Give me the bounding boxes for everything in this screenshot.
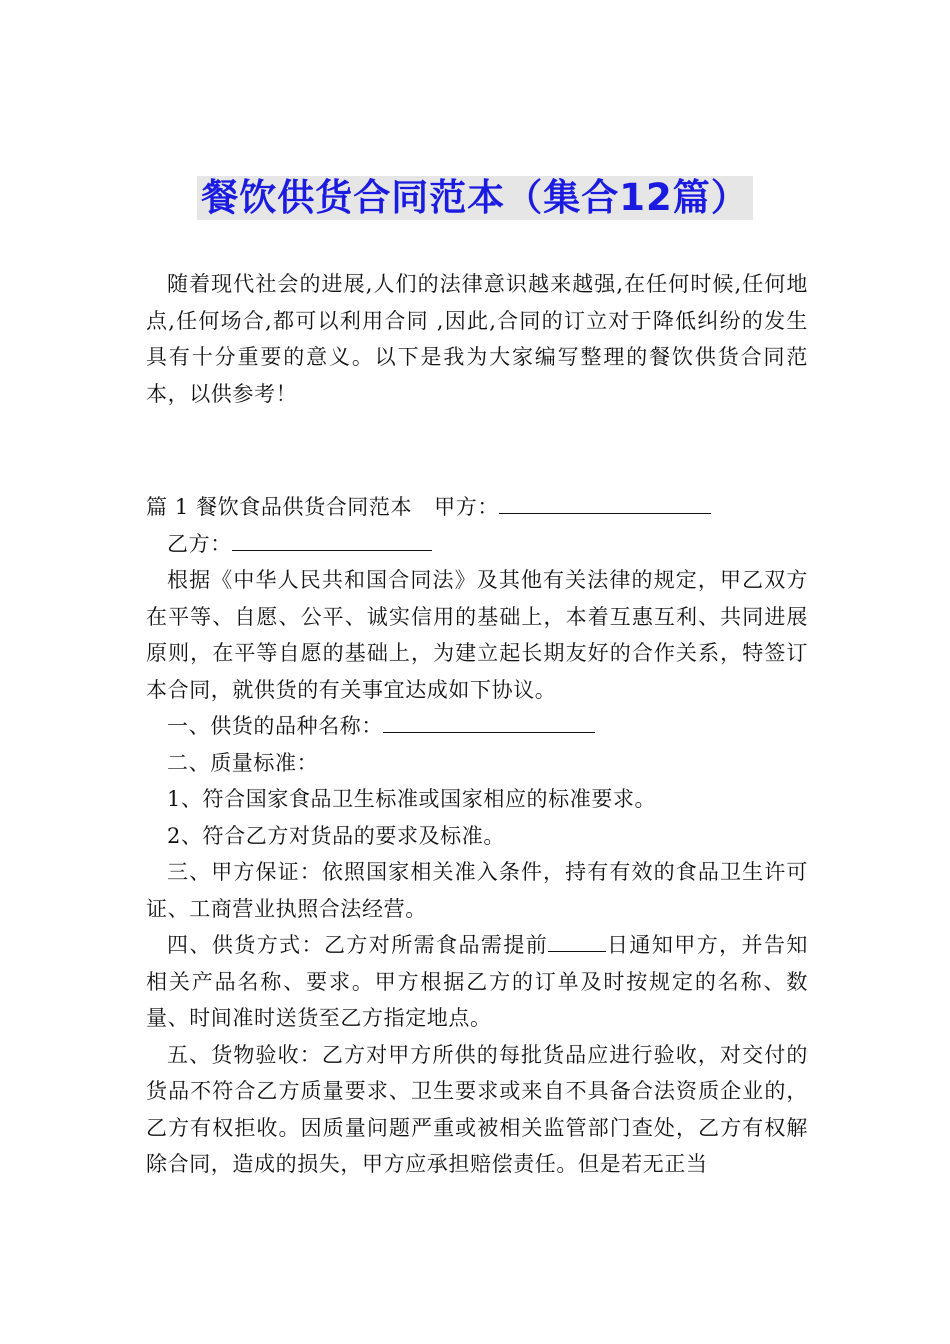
title-container xyxy=(0,176,950,220)
clause5-paragraph: 五、货物验收：乙方对甲方所供的每批货品应进行验收，对交付的货品不符合乙方质量要求、卫生要求或来自不具备合法资质企业的，乙方有权拒收。因质量问题严重或被相关监管部门查处，乙方有权解除合同，造成的损失，甲方应承担赔偿责任。但是若无正当 xyxy=(146,1042,808,1176)
party-b-label: 乙方： xyxy=(167,531,232,556)
clause2-label: 二、质量标准： xyxy=(167,750,319,775)
party-a-label: 甲方： xyxy=(434,495,499,519)
clause2-item1: 1、符合国家食品卫生标准或国家相应的标准要求。 xyxy=(167,787,657,811)
contract-section xyxy=(146,489,808,1183)
product-name-blank[interactable] xyxy=(383,712,595,733)
intro-section xyxy=(146,266,808,412)
document-title: 餐饮供货合同范本（集合12篇） xyxy=(197,176,753,220)
clause4-paragraph xyxy=(146,927,808,1037)
clause4-pre: 四、供货方式：乙方对所需食品需提前 xyxy=(167,933,549,957)
clause2-item2: 2、符合乙方对货品的要求及标准。 xyxy=(167,823,505,848)
section-heading-line xyxy=(146,489,808,526)
notice-days-blank[interactable] xyxy=(548,931,606,952)
clause3-paragraph: 三、甲方保证：依照国家相关准入条件，持有有效的食品卫生许可证、工商营业执照合法经营。 xyxy=(146,860,808,921)
clause4-post: 日通知甲方，并告知相关产品名称、要求。甲方根据乙方的订单及时按规定的名称、数量、时间准时送货至乙方指定地点。 xyxy=(146,933,808,1030)
party-a-blank[interactable] xyxy=(499,493,711,514)
clause1-line xyxy=(146,708,808,745)
basis-paragraph: 根据《中华人民共和国合同法》及其他有关法律的规定，甲乙双方在平等、自愿、公平、诚实信用的基础上，本着互惠互利、共同进展原则，在平等自愿的基础上，为建立起长期友好的合作关系，特签订本合同，就供货的有关事宜达成如下协议。 xyxy=(146,568,808,702)
section1-heading: 篇 1 餐饮食品供货合同范本 xyxy=(146,495,413,519)
clause1-label: 一、供货的品种名称： xyxy=(167,714,383,738)
intro-paragraph: 随着现代社会的进展,人们的法律意识越来越强,在任何时候,任何地点,任何场合,都可以利用合同 ,因此,合同的订立对于降低纠纷的发生具有十分重要的意义。以下是我为大家编写整理的餐饮供货合同范本，以供参考！ xyxy=(146,272,808,406)
party-b-line xyxy=(146,526,808,563)
party-b-blank[interactable] xyxy=(232,530,432,551)
